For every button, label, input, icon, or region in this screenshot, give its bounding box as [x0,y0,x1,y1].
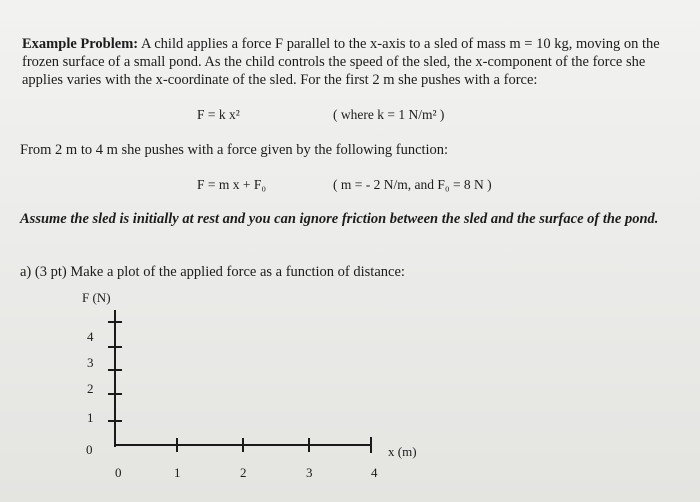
equation-2-condition: ( m = - 2 N/m, and F₀ = 8 N ) [333,177,492,192]
y-tick-label-1: 1 [87,410,94,425]
assumption-text: Assume the sled is initially at rest and you can ignore friction between the sled and the surface of the pond. [20,211,659,227]
part-a-question: a) (3 pt) Make a plot of the applied force as a function of distance: [20,264,405,280]
x-axis-label: x (m) [388,444,417,459]
problem-text: A child applies a force F parallel to the x-axis to a sled of mass m = 10 kg, moving on the frozen surface of a small pond. As the child controls the speed of the sled, the x-component of the force she applies varies with the x-coordinate of the sled. For the first 2 m she pushes with a force: [22,36,660,88]
equation-1-condition: ( where k = 1 N/m² ) [333,107,445,122]
y-tick-label-4: 4 [87,329,94,344]
y-tick-label-2: 2 [87,381,94,396]
equation-2: F = m x + F₀ [197,177,267,192]
y-tick-label-0: 0 [86,442,93,457]
y-tick-label-3: 3 [87,355,94,370]
y-axis-label: F (N) [82,290,111,305]
x-tick-label-3: 3 [306,465,313,480]
second-interval-text: From 2 m to 4 m she pushes with a force given by the following function: [20,142,449,158]
problem-heading: Example Problem: [22,36,139,52]
x-tick-label-0: 0 [115,465,122,480]
x-tick-label-1: 1 [174,465,181,480]
x-tick-label-4: 4 [371,465,378,480]
x-tick-label-2: 2 [240,465,247,480]
equation-1: F = k x² [197,107,240,122]
